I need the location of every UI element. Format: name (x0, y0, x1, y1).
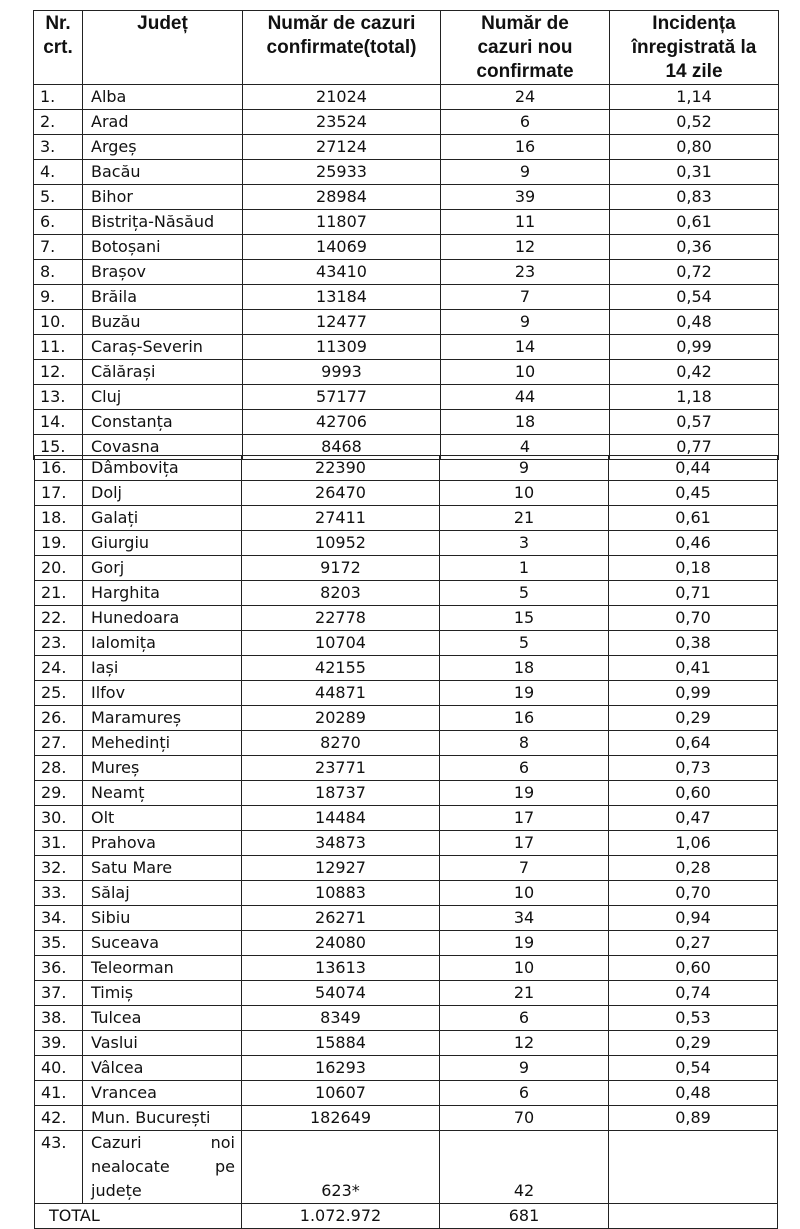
table-row (35, 1106, 778, 1131)
table-row (34, 85, 779, 110)
row-incidence: 0,70 (609, 606, 778, 631)
row-incidence: 0,77 (610, 435, 779, 460)
row-total: 22778 (242, 606, 440, 631)
row-new: 6 (440, 1081, 609, 1106)
table-row (35, 956, 778, 981)
table-row (35, 1031, 778, 1056)
row-total: 182649 (242, 1106, 440, 1131)
row-new: 21 (440, 506, 609, 531)
row-incidence: 0,29 (609, 1031, 778, 1056)
row-new: 3 (440, 531, 609, 556)
table-row (35, 1081, 778, 1106)
row-incidence (609, 1131, 778, 1204)
row-total: 15884 (242, 1031, 440, 1056)
row-incidence: 0,72 (610, 260, 779, 285)
row-total: 10607 (242, 1081, 440, 1106)
row-nr: 40. (35, 1056, 83, 1081)
row-judet: Buzău (83, 310, 243, 335)
table-row (34, 110, 779, 135)
table-row (35, 731, 778, 756)
row-incidence: 1,18 (610, 385, 779, 410)
row-total: 57177 (243, 385, 441, 410)
row-incidence: 0,41 (609, 656, 778, 681)
row-total: 20289 (242, 706, 440, 731)
row-total: 12477 (243, 310, 441, 335)
row-incidence: 0,18 (609, 556, 778, 581)
row-incidence: 0,80 (610, 135, 779, 160)
table-row (35, 456, 778, 481)
row-new: 10 (440, 956, 609, 981)
row-new: 16 (440, 706, 609, 731)
row-incidence: 0,99 (609, 681, 778, 706)
row-incidence: 0,42 (610, 360, 779, 385)
row-total: 22390 (242, 456, 440, 481)
row-nr: 8. (34, 260, 83, 285)
row-incidence: 0,54 (610, 285, 779, 310)
row-nr: 26. (35, 706, 83, 731)
table-row (34, 185, 779, 210)
row-nr: 9. (34, 285, 83, 310)
row-judet: Mehedinți (83, 731, 242, 756)
table-row (35, 556, 778, 581)
table-row (35, 756, 778, 781)
row-new: 19 (440, 681, 609, 706)
row-judet: Dolj (83, 481, 242, 506)
row-nr: 15. (34, 435, 83, 460)
table-row (35, 681, 778, 706)
row-new: 5 (440, 581, 609, 606)
row-nr: 17. (35, 481, 83, 506)
row-incidence: 0,73 (609, 756, 778, 781)
row-nr: 23. (35, 631, 83, 656)
unallocated-row (35, 1131, 778, 1204)
table-row (34, 260, 779, 285)
table-header-row (34, 11, 779, 85)
row-total: 12927 (242, 856, 440, 881)
row-nr: 22. (35, 606, 83, 631)
row-total: 10883 (242, 881, 440, 906)
row-incidence: 0,89 (609, 1106, 778, 1131)
table-row (34, 135, 779, 160)
row-new: 6 (440, 1006, 609, 1031)
row-nr: 4. (34, 160, 83, 185)
row-new: 7 (441, 285, 610, 310)
row-judet: Cluj (83, 385, 243, 410)
row-new: 6 (440, 756, 609, 781)
row-new: 70 (440, 1106, 609, 1131)
row-new: 16 (441, 135, 610, 160)
table-row (35, 781, 778, 806)
row-judet: Mun. București (83, 1106, 242, 1131)
row-judet: Cazuri noi nealocate pe județe (83, 1131, 242, 1204)
row-total: 44871 (242, 681, 440, 706)
row-nr: 35. (35, 931, 83, 956)
row-judet: Brașov (83, 260, 243, 285)
row-total: 8203 (242, 581, 440, 606)
row-total: 26470 (242, 481, 440, 506)
row-nr: 20. (35, 556, 83, 581)
row-nr: 41. (35, 1081, 83, 1106)
row-new: 10 (440, 481, 609, 506)
row-incidence: 0,46 (609, 531, 778, 556)
row-judet: Timiș (83, 981, 242, 1006)
row-nr: 28. (35, 756, 83, 781)
table-row (34, 360, 779, 385)
row-new: 23 (441, 260, 610, 285)
row-total: 27124 (243, 135, 441, 160)
row-nr: 16. (35, 456, 83, 481)
cases-table-part-1 (33, 10, 779, 460)
row-new: 4 (441, 435, 610, 460)
table-row (35, 481, 778, 506)
row-judet: Alba (83, 85, 243, 110)
table-row (35, 981, 778, 1006)
row-judet: Prahova (83, 831, 242, 856)
row-total: 43410 (243, 260, 441, 285)
table-row (35, 656, 778, 681)
row-total: 10704 (242, 631, 440, 656)
row-nr: 5. (34, 185, 83, 210)
table-row (35, 1006, 778, 1031)
row-nr: 21. (35, 581, 83, 606)
row-nr: 31. (35, 831, 83, 856)
row-new: 12 (440, 1031, 609, 1056)
row-total: 24080 (242, 931, 440, 956)
row-total: 42706 (243, 410, 441, 435)
row-new: 6 (441, 110, 610, 135)
total-row (35, 1204, 778, 1229)
row-incidence: 0,54 (609, 1056, 778, 1081)
header-new-cases: Număr de cazuri nou confirmate (441, 11, 610, 85)
row-nr: 13. (34, 385, 83, 410)
row-judet: Sibiu (83, 906, 242, 931)
table-row (34, 385, 779, 410)
row-judet: Sălaj (83, 881, 242, 906)
row-new: 14 (441, 335, 610, 360)
row-judet: Olt (83, 806, 242, 831)
row-total: 14069 (243, 235, 441, 260)
row-incidence: 0,36 (610, 235, 779, 260)
table-row (35, 581, 778, 606)
row-incidence: 0,99 (610, 335, 779, 360)
row-judet: Suceava (83, 931, 242, 956)
row-new: 34 (440, 906, 609, 931)
row-new: 11 (441, 210, 610, 235)
table-row (35, 531, 778, 556)
row-judet: Giurgiu (83, 531, 242, 556)
row-total: 18737 (242, 781, 440, 806)
row-new: 15 (440, 606, 609, 631)
row-nr: 7. (34, 235, 83, 260)
row-new: 9 (440, 1056, 609, 1081)
row-total: 11309 (243, 335, 441, 360)
row-total: 28984 (243, 185, 441, 210)
row-new: 8 (440, 731, 609, 756)
row-incidence: 0,27 (609, 931, 778, 956)
row-nr: 6. (34, 210, 83, 235)
row-total: 21024 (243, 85, 441, 110)
row-total: 623* (242, 1131, 440, 1204)
row-total: 54074 (242, 981, 440, 1006)
row-judet: Neamț (83, 781, 242, 806)
row-incidence: 0,61 (609, 506, 778, 531)
table-row (34, 210, 779, 235)
row-new: 1 (440, 556, 609, 581)
table-row (35, 906, 778, 931)
table-row (35, 856, 778, 881)
row-nr: 14. (34, 410, 83, 435)
row-judet: Botoșani (83, 235, 243, 260)
row-incidence: 1,14 (610, 85, 779, 110)
row-nr: 42. (35, 1106, 83, 1131)
row-nr: 19. (35, 531, 83, 556)
row-judet: Maramureș (83, 706, 242, 731)
total-new-cases: 681 (440, 1204, 609, 1229)
row-new: 5 (440, 631, 609, 656)
row-incidence: 0,45 (609, 481, 778, 506)
row-total: 27411 (242, 506, 440, 531)
row-incidence: 0,61 (610, 210, 779, 235)
table-row (35, 831, 778, 856)
row-judet: Mureș (83, 756, 242, 781)
table-row (35, 1056, 778, 1081)
table-row (35, 706, 778, 731)
row-new: 7 (440, 856, 609, 881)
row-total: 11807 (243, 210, 441, 235)
table-row (34, 335, 779, 360)
row-total: 9993 (243, 360, 441, 385)
row-new: 39 (441, 185, 610, 210)
row-total: 34873 (242, 831, 440, 856)
table-row (34, 160, 779, 185)
row-incidence: 0,28 (609, 856, 778, 881)
row-nr: 24. (35, 656, 83, 681)
row-new: 9 (440, 456, 609, 481)
row-new: 12 (441, 235, 610, 260)
row-judet: Tulcea (83, 1006, 242, 1031)
row-nr: 18. (35, 506, 83, 531)
row-incidence: 0,29 (609, 706, 778, 731)
row-nr: 2. (34, 110, 83, 135)
header-incidence: Incidența înregistrată la 14 zile (610, 11, 779, 85)
row-judet: Brăila (83, 285, 243, 310)
row-judet: Ialomița (83, 631, 242, 656)
row-total: 10952 (242, 531, 440, 556)
row-judet: Bihor (83, 185, 243, 210)
table-row (35, 606, 778, 631)
row-incidence: 0,57 (610, 410, 779, 435)
row-judet: Vâlcea (83, 1056, 242, 1081)
row-incidence: 0,71 (609, 581, 778, 606)
row-judet: Vrancea (83, 1081, 242, 1106)
row-total: 23524 (243, 110, 441, 135)
row-new: 18 (441, 410, 610, 435)
row-incidence: 0,53 (609, 1006, 778, 1031)
row-nr: 32. (35, 856, 83, 881)
row-judet: Arad (83, 110, 243, 135)
row-nr: 10. (34, 310, 83, 335)
table-row (34, 310, 779, 335)
row-total: 9172 (242, 556, 440, 581)
row-incidence: 0,83 (610, 185, 779, 210)
row-judet: Harghita (83, 581, 242, 606)
row-incidence: 0,60 (609, 781, 778, 806)
row-judet: Caraș-Severin (83, 335, 243, 360)
table-row (35, 931, 778, 956)
row-nr: 38. (35, 1006, 83, 1031)
row-new: 44 (441, 385, 610, 410)
row-nr: 43. (35, 1131, 83, 1204)
row-judet: Argeș (83, 135, 243, 160)
row-judet: Galați (83, 506, 242, 531)
row-new: 10 (441, 360, 610, 385)
header-total-cases: Număr de cazuri confirmate(total) (243, 11, 441, 85)
row-judet: Bistrița-Năsăud (83, 210, 243, 235)
table-row (35, 881, 778, 906)
row-judet: Satu Mare (83, 856, 242, 881)
row-incidence: 0,70 (609, 881, 778, 906)
row-incidence: 0,47 (609, 806, 778, 831)
row-incidence: 0,44 (609, 456, 778, 481)
row-nr: 36. (35, 956, 83, 981)
row-nr: 3. (34, 135, 83, 160)
row-new: 9 (441, 160, 610, 185)
row-total: 25933 (243, 160, 441, 185)
row-new: 10 (440, 881, 609, 906)
row-total: 16293 (242, 1056, 440, 1081)
row-new: 9 (441, 310, 610, 335)
row-new: 17 (440, 831, 609, 856)
row-new: 42 (440, 1131, 609, 1204)
row-new: 17 (440, 806, 609, 831)
row-incidence: 0,94 (609, 906, 778, 931)
row-nr: 1. (34, 85, 83, 110)
table-row (34, 410, 779, 435)
row-nr: 12. (34, 360, 83, 385)
row-incidence: 0,60 (609, 956, 778, 981)
row-incidence: 0,31 (610, 160, 779, 185)
row-total: 26271 (242, 906, 440, 931)
row-nr: 25. (35, 681, 83, 706)
table-row (35, 506, 778, 531)
row-total: 8270 (242, 731, 440, 756)
row-judet: Constanța (83, 410, 243, 435)
row-incidence: 0,64 (609, 731, 778, 756)
row-judet: Vaslui (83, 1031, 242, 1056)
total-label: TOTAL (35, 1204, 242, 1229)
row-incidence: 0,48 (609, 1081, 778, 1106)
row-judet: Hunedoara (83, 606, 242, 631)
row-new: 18 (440, 656, 609, 681)
row-judet: Teleorman (83, 956, 242, 981)
row-new: 24 (441, 85, 610, 110)
row-judet: Dâmbovița (83, 456, 242, 481)
row-total: 8349 (242, 1006, 440, 1031)
row-incidence: 1,06 (609, 831, 778, 856)
row-incidence: 0,48 (610, 310, 779, 335)
row-judet: Iași (83, 656, 242, 681)
row-nr: 33. (35, 881, 83, 906)
row-nr: 30. (35, 806, 83, 831)
row-incidence: 0,52 (610, 110, 779, 135)
row-judet: Călărași (83, 360, 243, 385)
table-row (34, 235, 779, 260)
row-total: 14484 (242, 806, 440, 831)
row-total: 8468 (243, 435, 441, 460)
table-row (34, 285, 779, 310)
row-total: 13184 (243, 285, 441, 310)
row-incidence: 0,38 (609, 631, 778, 656)
row-new: 19 (440, 931, 609, 956)
cases-table-part-2 (34, 455, 778, 1229)
row-judet: Gorj (83, 556, 242, 581)
table-row (35, 631, 778, 656)
row-nr: 39. (35, 1031, 83, 1056)
row-nr: 29. (35, 781, 83, 806)
total-incidence (609, 1204, 778, 1229)
row-total: 23771 (242, 756, 440, 781)
row-judet: Ilfov (83, 681, 242, 706)
row-new: 19 (440, 781, 609, 806)
row-nr: 37. (35, 981, 83, 1006)
header-judet: Județ (83, 11, 243, 85)
row-nr: 34. (35, 906, 83, 931)
header-nr-crt: Nr. crt. (34, 11, 83, 85)
row-new: 21 (440, 981, 609, 1006)
row-nr: 11. (34, 335, 83, 360)
row-judet: Covasna (83, 435, 243, 460)
row-incidence: 0,74 (609, 981, 778, 1006)
row-nr: 27. (35, 731, 83, 756)
row-judet: Bacău (83, 160, 243, 185)
row-total: 42155 (242, 656, 440, 681)
table-row (35, 806, 778, 831)
total-cases: 1.072.972 (242, 1204, 440, 1229)
row-total: 13613 (242, 956, 440, 981)
